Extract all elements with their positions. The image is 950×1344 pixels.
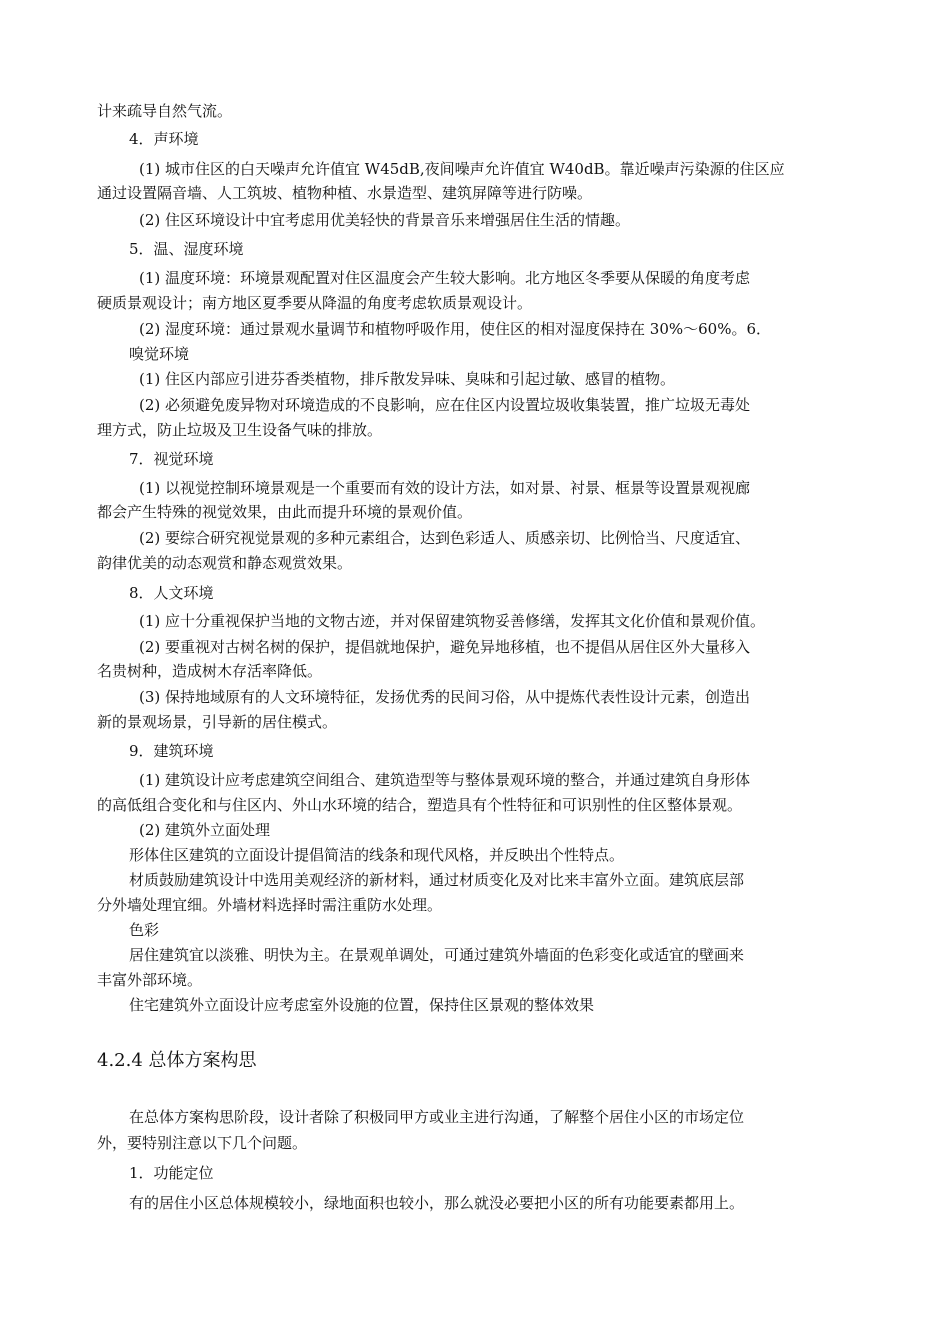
text-line: 形体住区建筑的立面设计提倡简洁的线条和现代风格，并反映出个性特点。 (129, 846, 625, 864)
text-line: 材质鼓励建筑设计中选用美观经济的新材料，通过材质变化及对比来丰富外立面。建筑底层部 (129, 871, 745, 889)
text-line: 丰富外部环境。 (97, 971, 203, 989)
text-line: 名贵树种，造成树木存活率降低。 (97, 662, 323, 680)
text-line: (1) 以视觉控制环境景观是一个重要而有效的设计方法，如对景、衬景、框景等设置景观视廊 (139, 479, 751, 497)
subheading-cultural-environment: 8．人文环境 (129, 584, 214, 602)
text-line: (2) 湿度环境：通过景观水量调节和植物呼吸作用，使住区的相对湿度保持在 30%〜60%。6． (139, 320, 772, 338)
text-line: 都会产生特殊的视觉效果，由此而提升环境的景观价值。 (97, 503, 473, 521)
text-line: (3) 保持地域原有的人文环境特征，发扬优秀的民间习俗，从中提炼代表性设计元素，创造出 (139, 688, 751, 706)
text-line: 通过设置隔音墙、人工筑坡、植物种植、水景造型、建筑屏障等进行防噪。 (97, 184, 593, 202)
text-line: (1) 应十分重视保护当地的文物古迹，并对保留建筑物妥善修缮，发挥其文化价值和景观价值。 (139, 612, 766, 630)
text-line: (1) 住区内部应引进芬香类植物，排斥散发异味、臭味和引起过敏、感冒的植物。 (139, 370, 676, 388)
text-line: (2) 要重视对古树名树的保护，提倡就地保护，避免异地移植，也不提倡从居住区外大量移入 (139, 638, 751, 656)
text-line: 外，要特别注意以下几个问题。 (97, 1134, 308, 1152)
subheading-sound-environment: 4．声环境 (129, 130, 199, 148)
text-line: 硬质景观设计；南方地区夏季要从降温的角度考虑软质景观设计。 (97, 294, 533, 312)
text-line: 住宅建筑外立面设计应考虑室外设施的位置，保持住区景观的整体效果 (129, 996, 595, 1014)
subheading-temperature-humidity: 5．温、湿度环境 (129, 240, 244, 258)
text-line: 新的景观场景，引导新的居住模式。 (97, 713, 338, 731)
subheading-building-environment: 9．建筑环境 (129, 742, 214, 760)
text-line: 色彩 (129, 921, 160, 939)
text-line: (1) 城市住区的白天噪声允许值宜 W45dB,夜间噪声允许值宜 W40dB。靠近噪声污染源的住区应 (139, 160, 785, 178)
subheading-function-positioning: 1．功能定位 (129, 1164, 214, 1182)
text-line: (2) 必须避免废异物对环境造成的不良影响，应在住区内设置垃圾收集装置，推广垃圾无毒处 (139, 396, 751, 414)
text-line: (2) 要综合研究视觉景观的多种元素组合，达到色彩适人、质感亲切、比例恰当、尺度适宜、 (139, 529, 751, 547)
text-line: (1) 建筑设计应考虑建筑空间组合、建筑造型等与整体景观环境的整合，并通过建筑自身形体 (139, 771, 751, 789)
text-line: 分外墙处理宜细。外墙材料选择时需注重防水处理。 (97, 896, 443, 914)
text-line: (2) 住区环境设计中宜考虑用优美轻快的背景音乐来增强居住生活的情趣。 (139, 211, 631, 229)
text-line: (2) 建筑外立面处理 (139, 821, 271, 839)
subheading-visual-environment: 7．视觉环境 (129, 450, 214, 468)
subheading-smell-environment: 嗅觉环境 (129, 345, 190, 363)
text-line: 居住建筑宜以淡雅、明快为主。在景观单调处，可通过建筑外墙面的色彩变化或适宜的壁画来 (129, 946, 745, 964)
text-line: 的高低组合变化和与住区内、外山水环境的结合，塑造具有个性特征和可识别性的住区整体景观。 (97, 796, 743, 814)
text-line: 有的居住小区总体规模较小，绿地面积也较小，那么就没必要把小区的所有功能要素都用上。 (129, 1194, 745, 1212)
text-line: 理方式，防止垃圾及卫生设备气味的排放。 (97, 421, 383, 439)
text-line: 计来疏导自然气流。 (97, 102, 233, 120)
text-line: 在总体方案构思阶段，设计者除了积极同甲方或业主进行沟通，了解整个居住小区的市场定位 (129, 1108, 745, 1126)
text-line: (1) 温度环境：环境景观配置对住区温度会产生较大影响。北方地区冬季要从保暖的角度考虑 (139, 269, 751, 287)
section-heading: 4.2.4 总体方案构思 (97, 1050, 257, 1071)
text-line: 韵律优美的动态观赏和静态观赏效果。 (97, 554, 353, 572)
